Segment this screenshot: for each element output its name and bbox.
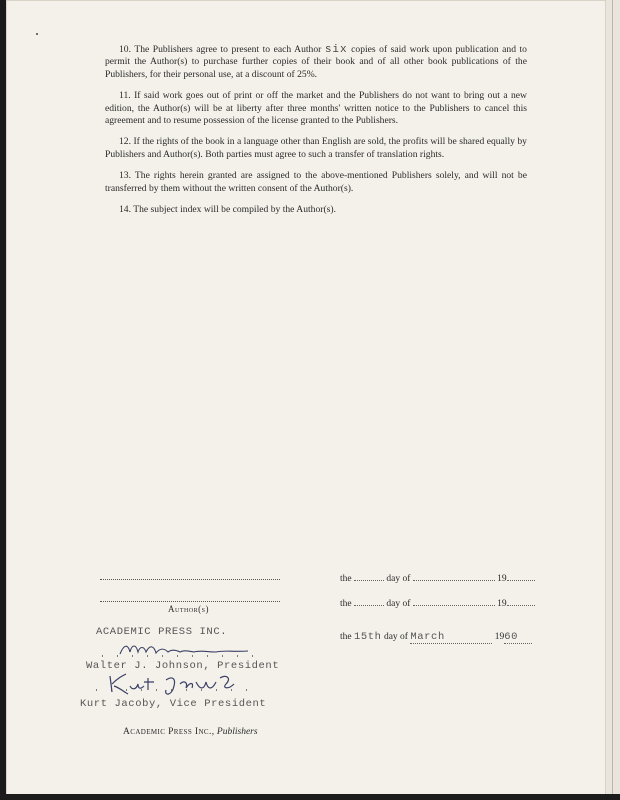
contract-clauses: [105, 44, 527, 225]
clause-text: The rights herein granted are assigned to the above-mentioned Publishers solely, and will not be transferred by them without the written consent of the Author(s).: [105, 170, 527, 194]
signature-1-graphic: [98, 640, 278, 662]
year-blank: [507, 597, 535, 606]
clause-14: [105, 204, 527, 216]
date-day-of: day of: [386, 574, 411, 584]
day-blank: [354, 572, 384, 581]
date-the: the: [340, 599, 352, 609]
author-label: Author(s): [168, 604, 209, 614]
publisher-name: Academic Press Inc.,: [123, 727, 215, 737]
clause-text-before: The Publishers agree to present to each Author: [134, 44, 322, 55]
clause-number: 10.: [119, 44, 131, 55]
author-signature-line-1: [100, 579, 280, 580]
clause-number: 14.: [119, 204, 131, 216]
clause-13: [105, 170, 527, 195]
signer-2-name: Kurt Jacoby, Vice President: [80, 698, 267, 710]
date-the: the: [340, 574, 352, 584]
publisher-typed-name: ACADEMIC PRESS INC.: [96, 626, 228, 638]
date-row-3: [340, 631, 532, 644]
clause-number: 12.: [119, 136, 131, 148]
date-row-1: [340, 572, 535, 584]
date-year-prefix: 19: [497, 599, 507, 609]
publisher-role: Publishers: [216, 727, 258, 737]
background-strip: [0, 794, 620, 800]
signer-1-name: Walter J. Johnson, President: [86, 660, 280, 672]
date-the: the: [340, 632, 352, 642]
publisher-label: [123, 727, 258, 737]
page-edge-line: [612, 0, 613, 800]
signature-2-graphic: [92, 668, 282, 700]
clause-text-after: copies of said work upon publication and to permit the Author(s) to purchase further copies of their book and of all other book publications of the Publishers, for their personal use, at a discount of 25%.: [105, 44, 527, 80]
next-page-edge: [606, 0, 620, 800]
typed-day: 15th: [353, 631, 382, 643]
clause-text: If said work goes out of print or off the market and the Publishers do not want to bring out a new edition, the Author(s) will be at liberty after three months' written notice to the Publishers to cancel this agreement and to resume possession of the license granted to the Publishers.: [105, 90, 527, 127]
clause-text: If the rights of the book in a language other than English are sold, the profits will be shared equally by Publishers and Author(s). Both parties must agree to such a transfer of translation rights.: [105, 136, 527, 160]
paper-speck: [36, 33, 38, 35]
date-year-prefix: 19: [494, 632, 505, 642]
date-day-of: day of: [383, 632, 408, 642]
date-row-2: [340, 597, 535, 609]
year-blank: [507, 572, 535, 581]
clause-text: The subject index will be compiled by the Author(s).: [133, 204, 336, 216]
month-blank: [413, 572, 495, 581]
clause-12: [105, 136, 527, 161]
day-blank: [354, 597, 384, 606]
date-day-of: day of: [386, 599, 411, 609]
author-signature-line-2: [100, 601, 280, 602]
typed-year: 60: [504, 631, 532, 644]
month-blank: [413, 597, 495, 606]
typed-copies-value: six: [324, 44, 348, 56]
typed-month: March: [410, 631, 492, 644]
clause-number: 11.: [119, 90, 131, 102]
date-year-prefix: 19: [497, 574, 507, 584]
clause-number: 13.: [119, 170, 131, 182]
clause-10: [105, 44, 527, 81]
clause-11: [105, 90, 527, 127]
